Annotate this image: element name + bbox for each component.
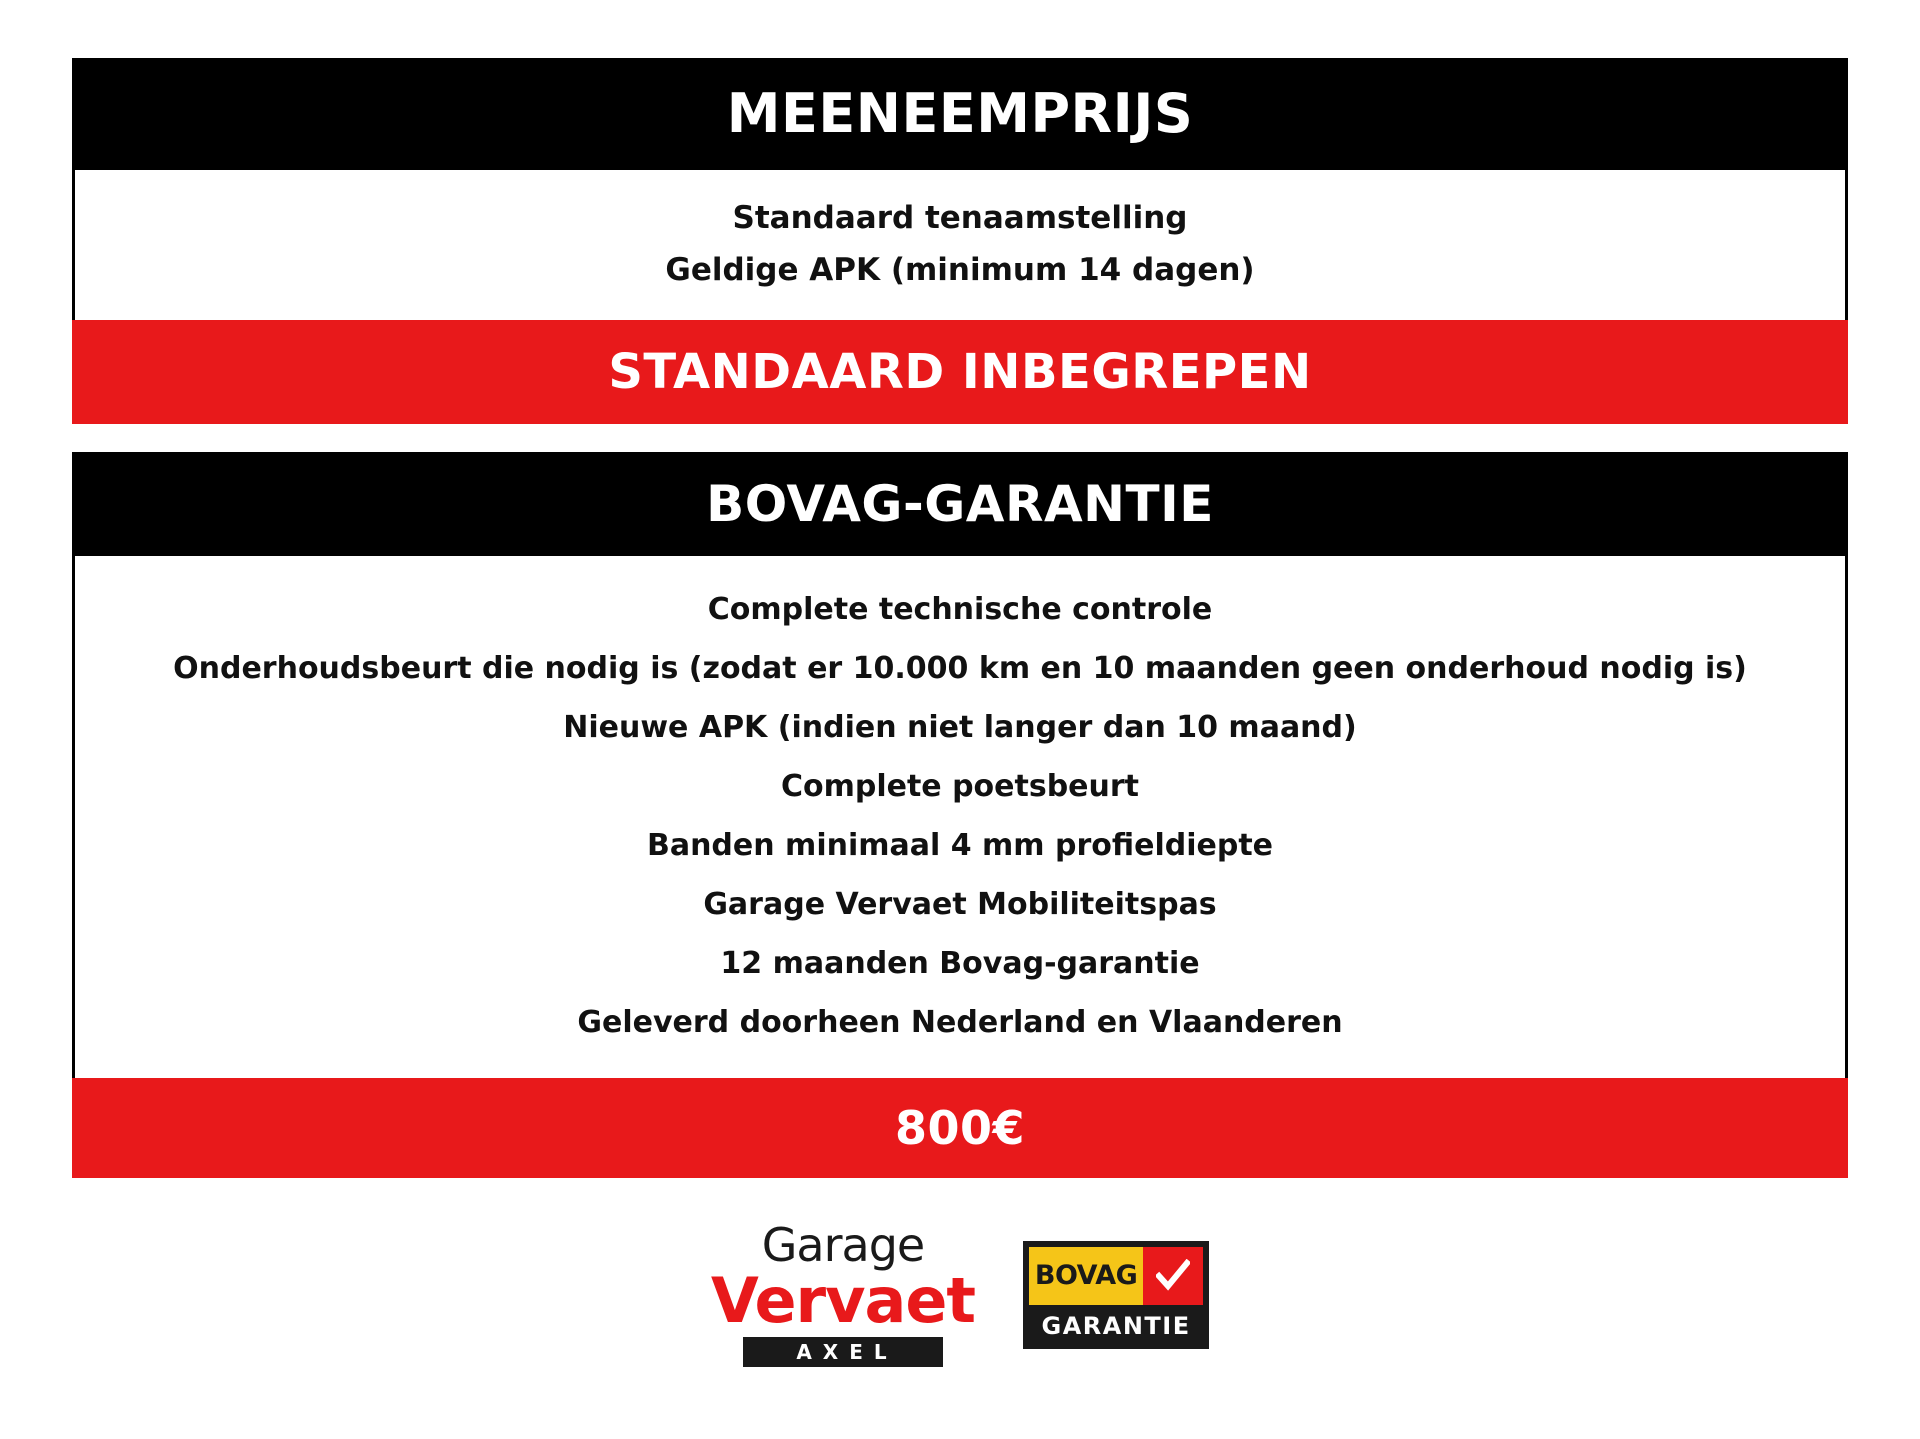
- bovag-garantie-logo: [1023, 1241, 1209, 1349]
- section-divider: [72, 424, 1848, 452]
- logo-row: [72, 1178, 1848, 1439]
- price-banner: 800€: [72, 1078, 1848, 1178]
- bovag-logo-top: [1029, 1247, 1203, 1305]
- list-item: Nieuwe APK (indien niet langer dan 10 maand): [563, 710, 1357, 745]
- meeneemprijs-section: [72, 58, 1848, 424]
- list-item: Geldige APK (minimum 14 dagen): [665, 252, 1255, 288]
- list-item: Onderhoudsbeurt die nodig is (zodat er 10.000 km en 10 maanden geen onderhoud nodig is): [173, 651, 1747, 686]
- list-item: Complete technische controle: [707, 592, 1213, 627]
- meeneemprijs-title: MEENEEMPRIJS: [72, 58, 1848, 170]
- list-item: Banden minimaal 4 mm profieldiepte: [646, 828, 1274, 863]
- list-item: Garage Vervaet Mobiliteitspas: [703, 887, 1217, 922]
- list-item: Geleverd doorheen Nederland en Vlaanderen: [577, 1005, 1343, 1040]
- bovag-garantie-body: [72, 556, 1848, 1078]
- meeneemprijs-body: [72, 170, 1848, 320]
- list-item: Standaard tenaamstelling: [732, 200, 1188, 236]
- garage-logo-word-bottom: AXEL: [743, 1337, 943, 1367]
- list-item: Complete poetsbeurt: [780, 769, 1140, 804]
- list-item: 12 maanden Bovag-garantie: [720, 946, 1200, 981]
- bovag-garantie-section: [72, 452, 1848, 1178]
- standaard-inbegrepen-banner: STANDAARD INBEGREPEN: [72, 320, 1848, 424]
- bovag-garantie-title: BOVAG-GARANTIE: [72, 452, 1848, 556]
- check-icon: [1156, 1259, 1190, 1293]
- garage-logo-word-main: Vervaet: [710, 1264, 976, 1337]
- bovag-logo-name: BOVAG: [1029, 1247, 1143, 1305]
- garage-logo-word-top: Garage: [761, 1218, 925, 1272]
- bovag-logo-subtitle: GARANTIE: [1041, 1311, 1191, 1340]
- garage-vervaet-logo: [710, 1218, 976, 1367]
- bovag-check-badge: [1143, 1247, 1203, 1305]
